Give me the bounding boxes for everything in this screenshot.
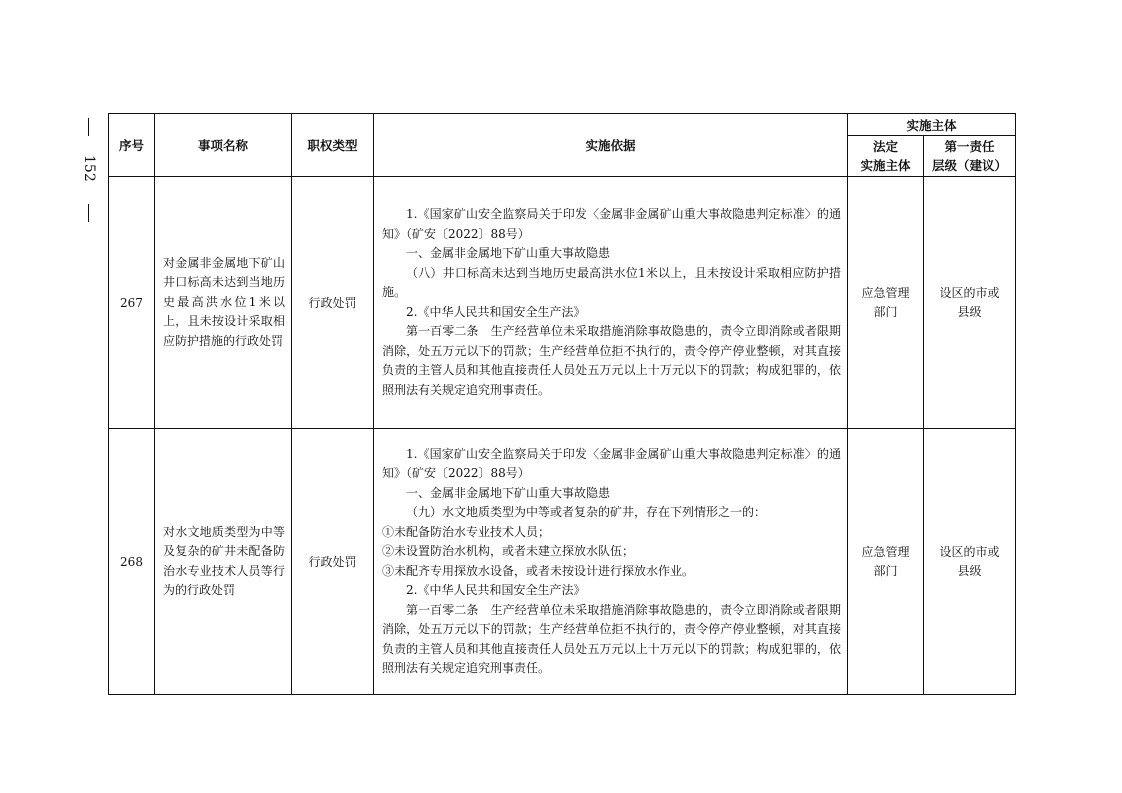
basis-line: 第一百零二条 生产经营单位未采取措施消除事故隐患的，责令立即消除或者限期消除，处五万元以下的罚款；生产经营单位拒不执行的，责令停产停业整顿，对其直接负责的主管人员和其他直接责任人员处五万元以上十万元以下的罚款；构成犯罪的，依照刑法有关规定追究刑事责任。	[382, 602, 841, 675]
header-basis: 实施依据	[374, 114, 848, 177]
page-number-text: 152	[81, 155, 97, 182]
basis-line: 一、金属非金属地下矿山重大事故隐患	[406, 246, 611, 260]
row-seq: 268	[109, 429, 155, 695]
page-number-dash-top	[88, 118, 89, 136]
header-seq: 序号	[109, 114, 155, 177]
row-first-level	[924, 429, 1016, 695]
header-name: 事项名称	[155, 114, 292, 177]
row-first-level	[924, 177, 1016, 429]
basis-line: 1.《国家矿山安全监察局关于印发〈金属非金属矿山重大事故隐患判定标准〉的通知》（矿安〔2022〕88号）	[382, 446, 841, 480]
row-type: 行政处罚	[292, 177, 374, 429]
row-legal-subject-line2: 部门	[873, 304, 898, 319]
page-number-dash-bottom	[88, 204, 89, 222]
basis-line: ①未配备防治水专业技术人员；	[382, 524, 551, 539]
row-name: 对水文地质类型为中等及复杂的矿井未配备防治水专业技术人员等行为的行政处罚	[155, 429, 292, 695]
basis-line: ②未设置防治水机构，或者未建立探放水队伍；	[382, 544, 635, 558]
basis-line: 2.《中华人民共和国安全生产法》	[406, 304, 586, 319]
row-type: 行政处罚	[292, 429, 374, 695]
row-first-level-line2: 县级	[957, 563, 982, 578]
enforcement-items-table	[108, 113, 1016, 695]
basis-line: （九）水文地质类型为中等或者复杂的矿井，存在下列情形之一的：	[406, 505, 767, 519]
basis-line: 一、金属非金属地下矿山重大事故隐患	[406, 485, 611, 500]
basis-line: ③未配齐专用探放水设备，或者未按设计进行探放水作业。	[382, 563, 695, 578]
basis-line: （八）井口标高未达到当地历史最高洪水位1米以上，且未按设计采取相应防护措施。	[382, 265, 841, 299]
header-first-level-line1: 第一责任	[944, 139, 995, 154]
header-legal-subject	[848, 136, 924, 177]
row-first-level-line2: 县级	[957, 304, 982, 319]
header-first-level-line2: 层级（建议）	[932, 158, 1008, 173]
row-legal-subject-line2: 部门	[873, 563, 898, 578]
basis-line: 第一百零二条 生产经营单位未采取措施消除事故隐患的，责令立即消除或者限期消除，处五万元以下的罚款；生产经营单位拒不执行的，责令停产停业整顿，对其直接负责的主管人员和其他直接责任人员处五万元以上十万元以下的罚款；构成犯罪的，依照刑法有关规定追究刑事责任。	[382, 324, 841, 397]
row-seq: 267	[109, 177, 155, 429]
header-first-level	[924, 136, 1016, 177]
table-row	[109, 177, 1016, 429]
row-first-level-line1: 设区的市或	[939, 285, 1000, 300]
header-legal-subject-line1: 法定	[872, 139, 898, 154]
row-basis	[374, 177, 848, 429]
basis-line: 1.《国家矿山安全监察局关于印发〈金属非金属矿山重大事故隐患判定标准〉的通知》（矿安〔2022〕88号）	[382, 207, 841, 241]
basis-line: 2.《中华人民共和国安全生产法》	[406, 583, 586, 597]
row-legal-subject-line1: 应急管理	[861, 285, 910, 300]
table-row	[109, 429, 1016, 695]
row-legal-subject	[848, 177, 924, 429]
header-subject: 实施主体	[848, 114, 1016, 136]
row-name: 对金属非金属地下矿山井口标高未达到当地历史最高洪水位1米以上，且未按设计采取相应防护措施的行政处罚	[155, 177, 292, 429]
row-first-level-line1: 设区的市或	[939, 544, 1000, 559]
header-legal-subject-line2: 实施主体	[860, 158, 911, 173]
row-legal-subject	[848, 429, 924, 695]
header-type: 职权类型	[292, 114, 374, 177]
page-number	[70, 118, 106, 218]
row-legal-subject-line1: 应急管理	[861, 544, 910, 559]
row-basis	[374, 429, 848, 695]
